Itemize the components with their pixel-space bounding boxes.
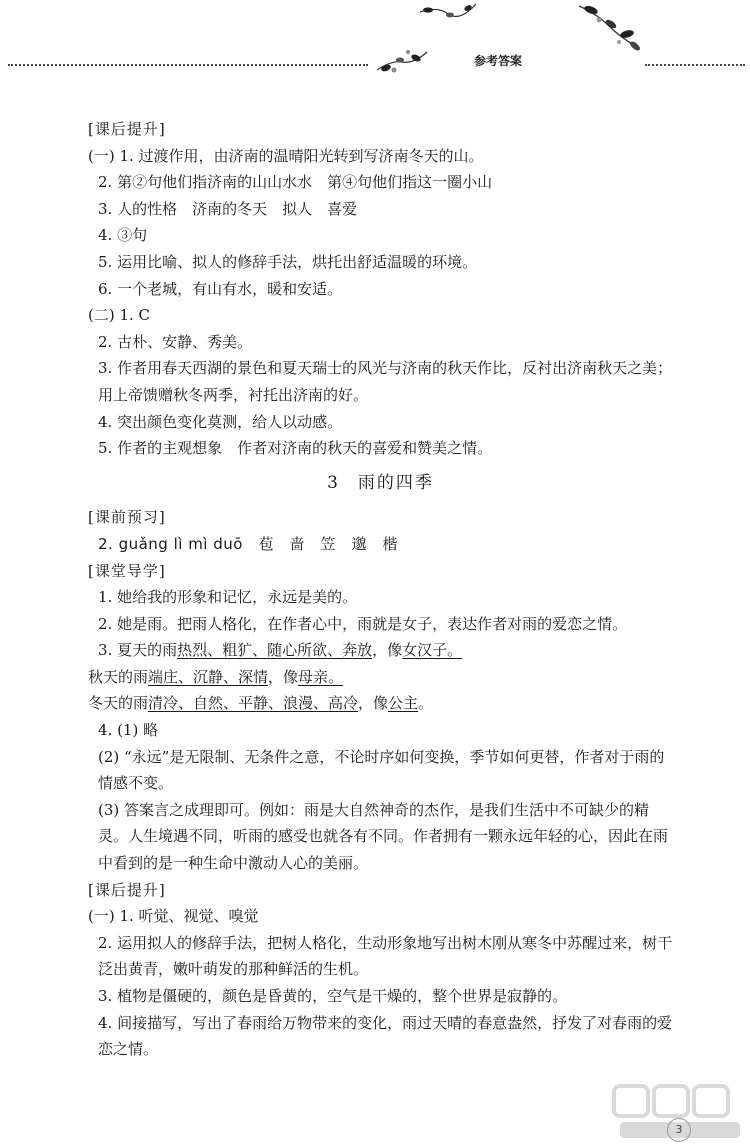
season-end: 。	[447, 641, 463, 660]
page-number: 3	[667, 1118, 691, 1142]
header-dotted-rule-right	[645, 64, 745, 66]
season-prefix: 秋天的雨	[88, 667, 149, 686]
answer-line: 3. 人的性格 济南的冬天 拟人 喜爱	[98, 199, 358, 218]
season-line-autumn	[88, 664, 673, 691]
floral-decoration-right	[575, 0, 645, 56]
answer-paragraph: 2. 运用拟人的修辞手法，把树人格化，生动形象地写出树木刚从寒冬中苏醒过来，树干泛出黄青，嫩叶萌发的那种鲜活的生机。	[98, 933, 673, 979]
season-traits: 清冷、自然、平静、浪漫、高冷	[148, 694, 359, 713]
answer-line: (一) 1. 过渡作用，由济南的温晴阳光转到写济南冬天的山。	[88, 146, 484, 165]
answer-paragraph: 2. 她是雨。把雨人格化，在作者心中，雨就是女子，表达作者对雨的爱恋之情。	[98, 614, 628, 633]
season-mid: ，像	[268, 667, 299, 686]
section-heading: [课前预习]	[88, 508, 166, 527]
answer-line: (一) 1. 听觉、视觉、嗅觉	[88, 907, 259, 926]
answer-line: 2. 古朴、安静、秀美。	[98, 332, 253, 351]
answer-line: 5. 运用比喻、拟人的修辞手法，烘托出舒适温暖的环境。	[98, 252, 478, 271]
answer-paragraph: (3) 答案言之成理即可。例如：雨是大自然神奇的杰作，是我们生活中不可缺少的精灵。人生境遇不同，听雨的感受也就各有不同。作者拥有一颗永远年轻的心，因此在雨中看到的是一种生命中激动人心的美丽。	[98, 800, 669, 873]
answer-content	[88, 116, 673, 1063]
floral-decoration-top	[418, 0, 478, 24]
section-heading: [课堂导学]	[88, 561, 166, 580]
section-heading: [课后提升]	[88, 120, 166, 138]
answer-paragraph: 4. 间接描写，写出了春雨给万物带来的变化，雨过天晴的春意盎然，抒发了对春雨的爱恋之情。	[98, 1013, 673, 1059]
floral-decoration-left	[372, 40, 432, 80]
season-mid: ，像	[372, 641, 403, 660]
answer-line: 4. (1) 略	[98, 721, 159, 740]
chapter-heading	[88, 470, 673, 497]
season-likeness: 女汉子	[402, 641, 448, 660]
answer-line: (二) 1. C	[88, 306, 151, 325]
answer-line: 4. 突出颜色变化莫测，给人以动感。	[98, 412, 343, 431]
season-likeness: 母亲	[298, 667, 329, 686]
season-traits: 端庄、沉静、深情	[148, 667, 269, 686]
season-line-winter	[88, 690, 673, 717]
section-heading: [课后提升]	[88, 880, 166, 899]
chapter-number: 3	[327, 472, 340, 493]
season-prefix: 冬天的雨	[88, 694, 149, 713]
season-prefix: 3. 夏天的雨	[98, 641, 178, 660]
answer-line: 5. 作者的主观想象 作者对济南的秋天的喜爱和赞美之情。	[98, 439, 493, 458]
answer-line: 1. 她给我的形象和记忆，永远是美的。	[98, 588, 358, 607]
answer-paragraph: 3. 作者用春天西湖的景色和夏天瑞士的风光与济南的秋天作比，反衬出济南秋天之美；用上帝馈赠秋冬两季，衬托出济南的好。	[98, 359, 673, 404]
pinyin-answer-line: 2. guǎng lì mì duō 苞 啬 笠 邈 楷	[98, 534, 398, 553]
season-mid: ，像	[358, 694, 389, 713]
answer-line: 3. 植物是僵硬的，颜色是昏黄的，空气是干燥的，整个世界是寂静的。	[98, 987, 568, 1005]
season-line-summer	[88, 637, 673, 664]
season-likeness: 公主	[388, 694, 419, 713]
answer-line: 6. 一个老城，有山有水，暖和安适。	[98, 279, 343, 298]
season-end: 。	[418, 694, 434, 713]
answer-line: 4. ③句	[98, 226, 148, 245]
header-title: 参考答案	[474, 54, 523, 68]
answer-line: 2. 第②句他们指济南的山山水水 第④句他们指这一圈小山	[98, 173, 493, 192]
header-dotted-rule-left	[8, 64, 368, 66]
season-traits: 热烈、粗犷、随心所欲、奔放	[177, 641, 373, 660]
season-end: 。	[328, 667, 344, 686]
page-header	[0, 0, 750, 80]
chapter-title: 雨的四季	[357, 472, 434, 493]
answer-paragraph: (2) “永远”是无限制、无条件之意，不论时序如何变换，季节如何更替，作者对于雨的情感不变。	[98, 747, 665, 793]
